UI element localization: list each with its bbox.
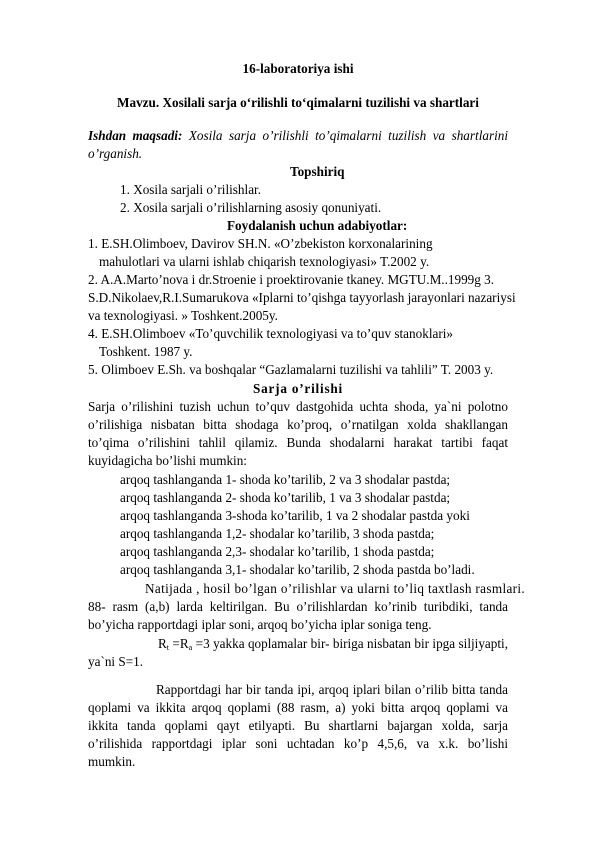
- paragraph-line: Rapportdagi har bir tanda ipi, arqoq iplari bilan o’rilib bitta tanda: [156, 682, 508, 697]
- paragraph-line: ikkita tanda qoplami qayt etilyapti. Bu shartlarni bajargan xolda, sarja: [88, 718, 508, 733]
- reference-line: 2. A.A.Marto’nova i dr.Stroenie i proektirovanie tkaney. MGTU.M..1999g 3.: [88, 272, 495, 287]
- reference-line: 1. E.SH.Olimboev, Davirov SH.N. «O’zbekiston korxonalarining: [88, 236, 433, 251]
- paragraph-line: qoplami va ikkita arqoq qoplami (88 rasm, a) yoki bitta arqoq qoplami va: [88, 700, 508, 715]
- paragraph-line: 88- rasm (a,b) larda keltirilgan. Bu o’rilishlardan ko’rinib turibdiki, tanda: [88, 599, 508, 614]
- task-heading: Topshiriq: [290, 164, 345, 179]
- case-line: arqoq tashlanganda 1,2- shodalar ko’tarilib, 3 shoda pastda;: [120, 526, 435, 541]
- paragraph-line: mumkin.: [88, 754, 136, 769]
- goal-text: Xosila sarja o’rilishli to’qimalarni tuzilish va shartlarini: [188, 128, 509, 143]
- reference-line: va texnologiyasi. » Toshkent.2005y.: [88, 308, 278, 323]
- paragraph-line: o’rilishida rapportdagi iplar soni uchtadan ko’p 4,5,6, va x.k. bo’lishi: [88, 736, 508, 751]
- goal-label: Ishdan maqsadi:: [88, 128, 183, 143]
- reference-line: S.D.Nikolaev,R.I.Sumarukova «Iplarni to’qishga tayyorlash jarayonlari nazariysi: [88, 290, 516, 305]
- case-line: arqoq tashlanganda 2- shoda ko’tarilib, 1 va 3 shodalar pastda;: [120, 490, 451, 505]
- section-heading: Sarja o’rilishi: [252, 381, 344, 396]
- case-line: arqoq tashlanganda 3,1- shodalar ko’tarilib, 2 shoda pastda bo’ladi.: [120, 562, 475, 577]
- paragraph-line: ya`ni S=1.: [88, 654, 144, 669]
- paragraph-line: to’qima o’rilishini tahlil qilamiz. Bunda shodalarni harakat tartibi faqat: [88, 435, 508, 450]
- reference-line: Toshkent. 1987 y.: [99, 344, 193, 359]
- goal-line-1: [88, 127, 508, 145]
- paragraph-line: bo’yicha rapportdagi iplar soni, arqoq bo’yicha iplar soniga teng.: [88, 617, 432, 632]
- reference-line: mahulotlari va ularni ishlab chiqarish texnologiyasi» T.2002 y.: [99, 254, 430, 269]
- case-line: arqoq tashlanganda 2,3- shodalar ko’tarilib, 1 shoda pastda;: [120, 544, 435, 559]
- goal-line-2: o’rganish.: [88, 146, 143, 161]
- case-line: arqoq tashlanganda 1- shoda ko’tarilib, 2 va 3 shodalar pastda;: [120, 472, 451, 487]
- paragraph-line: Natijada , hosil bo’lgan o’rilishlar va ularni to’liq taxtlash rasmlari.: [145, 581, 526, 596]
- paragraph-line: Sarja o’rilishini tuzish uchun to’quv dastgohida uchta shoda, ya`ni polotno: [88, 399, 508, 414]
- paragraph-line: o’rilishiga nisbatan bitta shodaga ko’proq, o’rnatilgan xolda shakllangan: [88, 417, 508, 432]
- case-line: arqoq tashlanganda 3-shoda ko’tarilib, 1 va 2 shodalar pastda yoki: [120, 508, 470, 523]
- task-item-2: 2. Xosila sarjali o’rilishlarning asosiy qonuniyati.: [120, 200, 382, 215]
- reference-line: 4. E.SH.Olimboev «To’quvchilik texnologiyasi va to’quv stanoklari»: [88, 326, 453, 341]
- references-heading: Foydalanish uchun adabiyotlar:: [227, 218, 408, 233]
- task-item-1: 1. Xosila sarjali o’rilishlar.: [120, 182, 262, 197]
- reference-line: 5. Olimboev E.Sh. va boshqalar “Gazlamalarni tuzilishi va tahlili” T. 2003 y.: [88, 362, 494, 377]
- lab-title: 16-laboratoriya ishi: [242, 61, 354, 76]
- formula-line: $R_t =R_a =3$ yakka qoplamalar bir- biriga nisbatan bir ipga siljiyapti,: [158, 636, 508, 652]
- topic-heading: Mavzu. Xosilali sarja o‘rilishli to‘qimalarni tuzilishi va shartlari: [117, 95, 479, 110]
- paragraph-line: kuyidagicha bo’lishi mumkin:: [88, 453, 247, 468]
